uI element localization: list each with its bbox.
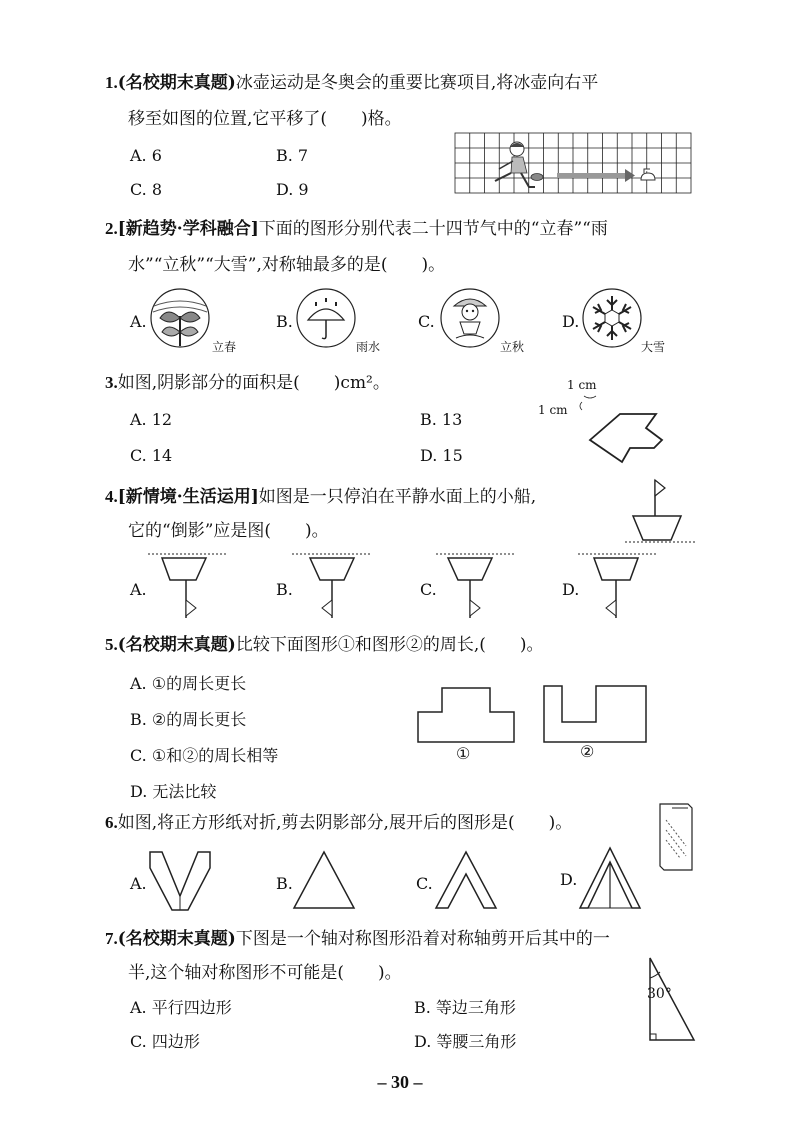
q4-option-a[interactable]: A.	[130, 580, 147, 599]
q1-option-c[interactable]: C. 8	[130, 180, 163, 199]
q4-text2: 它的“倒影”应是图( )。	[128, 521, 329, 541]
q4-reflection-a	[148, 552, 228, 622]
q3-shaded-arrow-figure	[580, 396, 680, 466]
q3-unit-label-vertical: 1 cm	[538, 403, 568, 417]
q4-option-d[interactable]: D.	[562, 580, 580, 599]
q2-option-c[interactable]: C.	[418, 312, 435, 331]
q3-line1	[105, 372, 390, 394]
q5-option-b[interactable]: B. ②的周长更长	[130, 710, 247, 729]
q5-figure-2	[542, 684, 648, 744]
q6-line1	[105, 812, 572, 834]
q4-number: 4.	[105, 487, 118, 506]
q2-caption-b: 雨水	[356, 340, 381, 354]
q2-text1: 下面的图形分别代表二十四节气中的“立春”“雨	[258, 219, 608, 239]
q6-option-b[interactable]: B.	[276, 874, 293, 893]
q6-shape-c	[434, 848, 498, 912]
q5-option-a[interactable]: A. ①的周长更长	[130, 674, 247, 693]
q7-tag: (名校期末真题)	[117, 929, 236, 949]
q3-number: 3.	[105, 373, 118, 392]
q3-text1: 如图,阴影部分的面积是( )cm²。	[117, 373, 390, 393]
q7-option-a[interactable]: A. 平行四边形	[130, 998, 232, 1017]
q4-reflection-d	[578, 552, 658, 622]
q3-option-c[interactable]: C. 14	[130, 446, 173, 465]
q5-option-d[interactable]: D. 无法比较	[130, 782, 217, 801]
q3-unit-label-horizontal: 1 cm	[567, 378, 597, 392]
q1-tag: (名校期末真题)	[117, 73, 236, 93]
umbrella-rain-icon	[296, 288, 356, 348]
curling-stone-end	[641, 169, 655, 180]
q4-reflection-b	[292, 552, 372, 622]
q2-text2: 水”“立秋”“大雪”,对称轴最多的是( )。	[128, 255, 446, 275]
q5-number: 5.	[105, 635, 118, 654]
q7-option-b[interactable]: B. 等边三角形	[414, 998, 516, 1017]
q5-figure-1	[416, 686, 516, 744]
q6-shape-a	[148, 848, 212, 912]
snowflake-icon	[582, 288, 642, 348]
q7-text1: 下图是一个轴对称图形沿着对称轴剪开后其中的一	[235, 929, 610, 949]
q7-option-d[interactable]: D. 等腰三角形	[414, 1032, 517, 1051]
q4-reflection-c	[436, 552, 516, 622]
q5-tag: (名校期末真题)	[117, 635, 236, 655]
q2-tag: [新趋势·学科融合]	[117, 219, 259, 239]
q1-number: 1.	[105, 73, 118, 92]
q7-option-c[interactable]: C. 四边形	[130, 1032, 200, 1051]
q2-caption-d: 大雪	[641, 340, 666, 354]
q4-tag: [新情境·生活运用]	[117, 487, 259, 507]
q5-option-c[interactable]: C. ①和②的周长相等	[130, 746, 279, 765]
q6-number: 6.	[105, 813, 118, 832]
q6-text1: 如图,将正方形纸对折,剪去阴影部分,展开后的图形是( )。	[117, 813, 573, 833]
q2-option-a[interactable]: A.	[130, 312, 147, 331]
q7-number: 7.	[105, 929, 118, 948]
q5-figure-2-label: ②	[580, 742, 595, 761]
q2-caption-a: 立春	[212, 340, 237, 354]
q6-option-c[interactable]: C.	[416, 874, 433, 893]
q6-shape-d	[578, 846, 642, 912]
q2-number: 2.	[105, 219, 118, 238]
q6-option-a[interactable]: A.	[130, 874, 147, 893]
q1-option-b[interactable]: B. 7	[276, 146, 309, 165]
q2-option-b[interactable]: B.	[276, 312, 293, 331]
curling-grid-figure	[455, 133, 691, 195]
curling-stone-start	[531, 174, 543, 181]
q6-shape-b	[292, 848, 356, 912]
q4-line1	[105, 486, 536, 508]
q3-option-b[interactable]: B. 13	[420, 410, 463, 429]
q2-line1	[105, 218, 608, 240]
q3-option-d[interactable]: D. 15	[420, 446, 463, 465]
q5-line1	[105, 634, 544, 656]
q3-option-a[interactable]: A. 12	[130, 410, 173, 429]
q1-option-a[interactable]: A. 6	[130, 146, 162, 165]
q6-option-d[interactable]: D.	[560, 870, 578, 889]
q1-line1	[105, 72, 598, 94]
q1-option-d[interactable]: D. 9	[276, 180, 309, 199]
folded-paper-figure	[652, 802, 696, 872]
q1-text2: 移至如图的位置,它平移了( )格。	[128, 109, 402, 129]
q4-option-c[interactable]: C.	[420, 580, 437, 599]
q5-figure-1-label: ①	[456, 744, 471, 763]
spring-sprout-icon	[150, 288, 210, 348]
q7-angle-label: 30°	[647, 986, 672, 1002]
q4-option-b[interactable]: B.	[276, 580, 293, 599]
q7-line1	[105, 928, 610, 950]
q2-option-d[interactable]: D.	[562, 312, 580, 331]
q7-text2: 半,这个轴对称图形不可能是( )。	[128, 963, 402, 983]
q5-text1: 比较下面图形①和图形②的周长,( )。	[235, 635, 544, 655]
q4-text1: 如图是一只停泊在平静水面上的小船,	[258, 487, 537, 507]
q2-caption-c: 立秋	[500, 340, 525, 354]
q1-text1: 冰壶运动是冬奥会的重要比赛项目,将冰壶向右平	[235, 73, 599, 93]
boat-on-water-figure	[625, 478, 695, 546]
autumn-scarecrow-icon	[440, 288, 500, 348]
page-number: – 30 –	[377, 1072, 423, 1092]
arrow-right-icon	[557, 169, 635, 182]
